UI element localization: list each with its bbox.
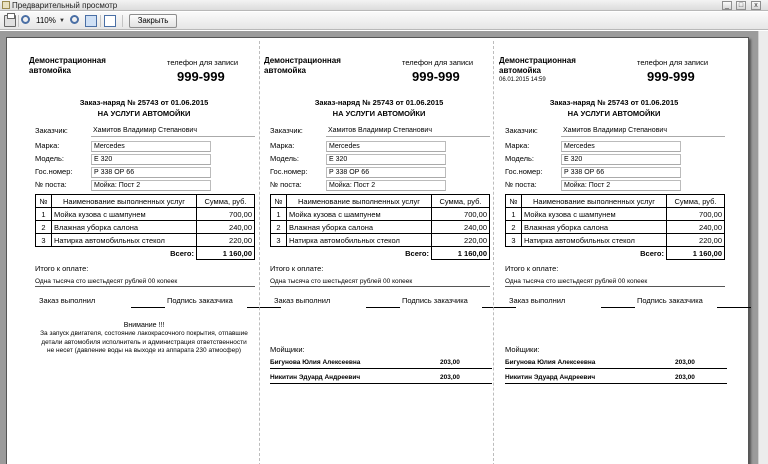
print-icon[interactable] bbox=[4, 15, 16, 27]
row-number: 3 bbox=[506, 234, 522, 247]
field-plate bbox=[505, 166, 729, 178]
service-sum: 700,00 bbox=[667, 208, 725, 221]
signature-line bbox=[366, 307, 400, 308]
done-by-label: Заказ выполнил bbox=[39, 296, 96, 305]
service-sum: 700,00 bbox=[432, 208, 490, 221]
row-number: 1 bbox=[36, 208, 52, 221]
toolbar bbox=[0, 12, 768, 30]
signature-line bbox=[601, 307, 635, 308]
field-value: Mercedes bbox=[91, 141, 211, 152]
field-label: Модель: bbox=[505, 154, 535, 163]
washer-name: Бигунова Юлия Алексеевна bbox=[270, 359, 361, 366]
service-name: Мойка кузова с шампунем bbox=[287, 208, 432, 221]
phone-number: 999-999 bbox=[412, 69, 460, 84]
window-title-bar bbox=[0, 0, 768, 11]
field-customer bbox=[35, 125, 259, 137]
service-sum: 240,00 bbox=[197, 221, 255, 234]
washer-amount: 203,00 bbox=[675, 359, 695, 366]
column-header: Сумма, руб. bbox=[667, 195, 725, 208]
table-row bbox=[506, 221, 725, 234]
amount-in-words: Одна тысяча сто шестьдесят рублей 00 копеек bbox=[270, 277, 490, 287]
washer-row bbox=[505, 372, 727, 384]
field-value: Мойка: Пост 2 bbox=[91, 180, 211, 191]
field-post bbox=[270, 179, 494, 191]
receipt-copy-1 bbox=[29, 38, 259, 463]
service-name: Влажная уборка салона bbox=[52, 221, 197, 234]
field-plate bbox=[270, 166, 494, 178]
service-name: Мойка кузова с шампунем bbox=[522, 208, 667, 221]
row-number: 3 bbox=[36, 234, 52, 247]
zoom-level[interactable]: 110% bbox=[36, 16, 56, 25]
order-subtitle: НА УСЛУГИ АВТОМОЙКИ bbox=[97, 109, 191, 118]
field-value: Мойка: Пост 2 bbox=[561, 180, 681, 191]
signature-row bbox=[274, 296, 494, 308]
washer-name: Никитин Эдуард Андреевич bbox=[270, 374, 361, 381]
warning-title: Внимание !!! bbox=[123, 322, 165, 329]
signature-line bbox=[717, 307, 751, 308]
field-label: № поста: bbox=[35, 180, 67, 189]
column-header: Наименование выполненных услуг bbox=[52, 195, 197, 208]
total-label: Всего: bbox=[522, 247, 667, 260]
table-row bbox=[271, 221, 490, 234]
services-table bbox=[505, 194, 725, 260]
field-label: Марка: bbox=[270, 141, 295, 150]
washers-label: Мойщики: bbox=[505, 345, 540, 354]
column-header: № bbox=[271, 195, 287, 208]
toolbar-separator bbox=[122, 15, 123, 27]
washers-label: Мойщики: bbox=[270, 345, 305, 354]
app-icon bbox=[2, 1, 10, 9]
service-name: Натирка автомобильных стекол bbox=[52, 234, 197, 247]
preview-area[interactable] bbox=[0, 31, 768, 464]
to-pay-label: Итого к оплате: bbox=[270, 264, 324, 273]
field-value: E 320 bbox=[561, 154, 681, 165]
field-label: Гос.номер: bbox=[35, 167, 73, 176]
field-label: № поста: bbox=[270, 180, 302, 189]
washer-name: Бигунова Юлия Алексеевна bbox=[505, 359, 596, 366]
warning-text: За запуск двигателя, состояние лакокрасочного покрытия, отпавшие детали автомобиля исполнитель и администрация ответственности не несет (давление воды на выходе из аппарата 230 атмосфер) bbox=[40, 330, 248, 354]
total-row bbox=[36, 247, 255, 260]
field-label: Заказчик: bbox=[35, 126, 68, 135]
services-table bbox=[35, 194, 255, 260]
table-row bbox=[36, 208, 255, 221]
field-brand bbox=[505, 140, 729, 152]
column-header: № bbox=[506, 195, 522, 208]
field-value: Хамитов Владимир Степанович bbox=[561, 126, 725, 137]
page-divider bbox=[493, 41, 494, 464]
preview-page bbox=[6, 37, 749, 464]
done-by-label: Заказ выполнил bbox=[274, 296, 331, 305]
minimize-button[interactable]: _ bbox=[722, 1, 732, 10]
table-header-row bbox=[36, 195, 255, 208]
service-sum: 240,00 bbox=[432, 221, 490, 234]
field-value: Mercedes bbox=[326, 141, 446, 152]
field-plate bbox=[35, 166, 259, 178]
total-label: Всего: bbox=[52, 247, 197, 260]
field-post bbox=[35, 179, 259, 191]
field-label: Модель: bbox=[35, 154, 65, 163]
field-customer bbox=[505, 125, 729, 137]
vertical-scrollbar[interactable] bbox=[758, 31, 768, 464]
field-value: Р 338 ОР 66 bbox=[91, 167, 211, 178]
field-value: E 320 bbox=[91, 154, 211, 165]
order-subtitle: НА УСЛУГИ АВТОМОЙКИ bbox=[567, 109, 661, 118]
table-row bbox=[506, 208, 725, 221]
washer-name: Никитин Эдуард Андреевич bbox=[505, 374, 596, 381]
table-row bbox=[36, 221, 255, 234]
field-value: Мойка: Пост 2 bbox=[326, 180, 446, 191]
phone-label: телефон для записи bbox=[402, 58, 474, 67]
field-value: Р 338 ОР 66 bbox=[561, 167, 681, 178]
close-button[interactable]: Закрыть bbox=[129, 14, 177, 28]
total-row bbox=[271, 247, 490, 260]
washer-row bbox=[270, 372, 492, 384]
window-close-button[interactable]: x bbox=[751, 1, 761, 10]
phone-label: телефон для записи bbox=[167, 58, 239, 67]
client-sign-label: Подпись заказчика bbox=[402, 296, 468, 305]
field-value: Р 338 ОР 66 bbox=[326, 167, 446, 178]
row-number: 1 bbox=[506, 208, 522, 221]
field-brand bbox=[35, 140, 259, 152]
order-title: Заказ-наряд № 25743 от 01.06.2015 bbox=[314, 98, 444, 107]
phone-label: телефон для записи bbox=[637, 58, 709, 67]
washer-amount: 203,00 bbox=[440, 374, 460, 381]
company-name: Демонстрационная автомойка bbox=[499, 56, 576, 75]
field-model bbox=[505, 153, 729, 165]
page-divider bbox=[259, 41, 260, 464]
fit-page-icon[interactable] bbox=[85, 15, 97, 27]
phone-number: 999-999 bbox=[177, 69, 225, 84]
service-sum: 220,00 bbox=[432, 234, 490, 247]
column-header: № bbox=[36, 195, 52, 208]
field-label: Марка: bbox=[505, 141, 530, 150]
chevron-down-icon[interactable]: ▼ bbox=[59, 18, 65, 24]
washer-amount: 203,00 bbox=[675, 374, 695, 381]
company-name: Демонстрационная автомойка bbox=[29, 56, 106, 75]
done-by-label: Заказ выполнил bbox=[509, 296, 566, 305]
column-header: Сумма, руб. bbox=[432, 195, 490, 208]
total-value: 1 160,00 bbox=[197, 247, 255, 260]
field-label: № поста: bbox=[505, 180, 537, 189]
washer-row bbox=[505, 357, 727, 369]
receipt-copy-3 bbox=[499, 38, 729, 463]
field-value: Хамитов Владимир Степанович bbox=[91, 126, 255, 137]
company-name: Демонстрационная автомойка bbox=[264, 56, 341, 75]
field-model bbox=[270, 153, 494, 165]
table-header-row bbox=[271, 195, 490, 208]
table-row bbox=[271, 234, 490, 247]
field-value: Mercedes bbox=[561, 141, 681, 152]
service-name: Натирка автомобильных стекол bbox=[522, 234, 667, 247]
field-model bbox=[35, 153, 259, 165]
pages-icon[interactable] bbox=[104, 15, 116, 27]
amount-in-words: Одна тысяча сто шестьдесят рублей 00 копеек bbox=[35, 277, 255, 287]
field-customer bbox=[270, 125, 494, 137]
total-value: 1 160,00 bbox=[432, 247, 490, 260]
order-title: Заказ-наряд № 25743 от 01.06.2015 bbox=[549, 98, 679, 107]
total-label: Всего: bbox=[287, 247, 432, 260]
toolbar-separator bbox=[100, 15, 101, 27]
field-value: Хамитов Владимир Степанович bbox=[326, 126, 490, 137]
zoom-in-icon[interactable] bbox=[21, 15, 30, 24]
amount-in-words: Одна тысяча сто шестьдесят рублей 00 копеек bbox=[505, 277, 725, 287]
field-label: Гос.номер: bbox=[505, 167, 543, 176]
field-label: Модель: bbox=[270, 154, 300, 163]
service-name: Влажная уборка салона bbox=[522, 221, 667, 234]
field-post bbox=[505, 179, 729, 191]
service-sum: 240,00 bbox=[667, 221, 725, 234]
row-number: 2 bbox=[271, 221, 287, 234]
order-subtitle: НА УСЛУГИ АВТОМОЙКИ bbox=[332, 109, 426, 118]
service-sum: 220,00 bbox=[667, 234, 725, 247]
total-row bbox=[506, 247, 725, 260]
maximize-button[interactable]: □ bbox=[736, 1, 746, 10]
field-value: E 320 bbox=[326, 154, 446, 165]
signature-row bbox=[39, 296, 259, 308]
field-label: Марка: bbox=[35, 141, 60, 150]
field-label: Гос.номер: bbox=[270, 167, 308, 176]
zoom-out-icon[interactable] bbox=[70, 15, 79, 24]
table-header-row bbox=[506, 195, 725, 208]
service-name: Влажная уборка салона bbox=[287, 221, 432, 234]
column-header: Сумма, руб. bbox=[197, 195, 255, 208]
toolbar-separator bbox=[18, 15, 19, 27]
row-number: 1 bbox=[271, 208, 287, 221]
washer-amount: 203,00 bbox=[440, 359, 460, 366]
table-row bbox=[36, 234, 255, 247]
client-sign-label: Подпись заказчика bbox=[637, 296, 703, 305]
service-name: Мойка кузова с шампунем bbox=[52, 208, 197, 221]
row-number: 3 bbox=[271, 234, 287, 247]
service-name: Натирка автомобильных стекол bbox=[287, 234, 432, 247]
table-row bbox=[506, 234, 725, 247]
service-sum: 700,00 bbox=[197, 208, 255, 221]
receipt-copy-2 bbox=[264, 38, 494, 463]
phone-number: 999-999 bbox=[647, 69, 695, 84]
to-pay-label: Итого к оплате: bbox=[35, 264, 89, 273]
washer-row bbox=[270, 357, 492, 369]
row-number: 2 bbox=[506, 221, 522, 234]
row-number: 2 bbox=[36, 221, 52, 234]
field-label: Заказчик: bbox=[270, 126, 303, 135]
column-header: Наименование выполненных услуг bbox=[287, 195, 432, 208]
services-table bbox=[270, 194, 490, 260]
print-date: 06.01.2015 14:59 bbox=[499, 77, 546, 83]
order-title: Заказ-наряд № 25743 от 01.06.2015 bbox=[79, 98, 209, 107]
signature-line bbox=[131, 307, 165, 308]
window-title: Предварительный просмотр bbox=[12, 1, 118, 10]
field-brand bbox=[270, 140, 494, 152]
to-pay-label: Итого к оплате: bbox=[505, 264, 559, 273]
column-header: Наименование выполненных услуг bbox=[522, 195, 667, 208]
service-sum: 220,00 bbox=[197, 234, 255, 247]
field-label: Заказчик: bbox=[505, 126, 538, 135]
total-value: 1 160,00 bbox=[667, 247, 725, 260]
client-sign-label: Подпись заказчика bbox=[167, 296, 233, 305]
table-row bbox=[271, 208, 490, 221]
signature-row bbox=[509, 296, 729, 308]
